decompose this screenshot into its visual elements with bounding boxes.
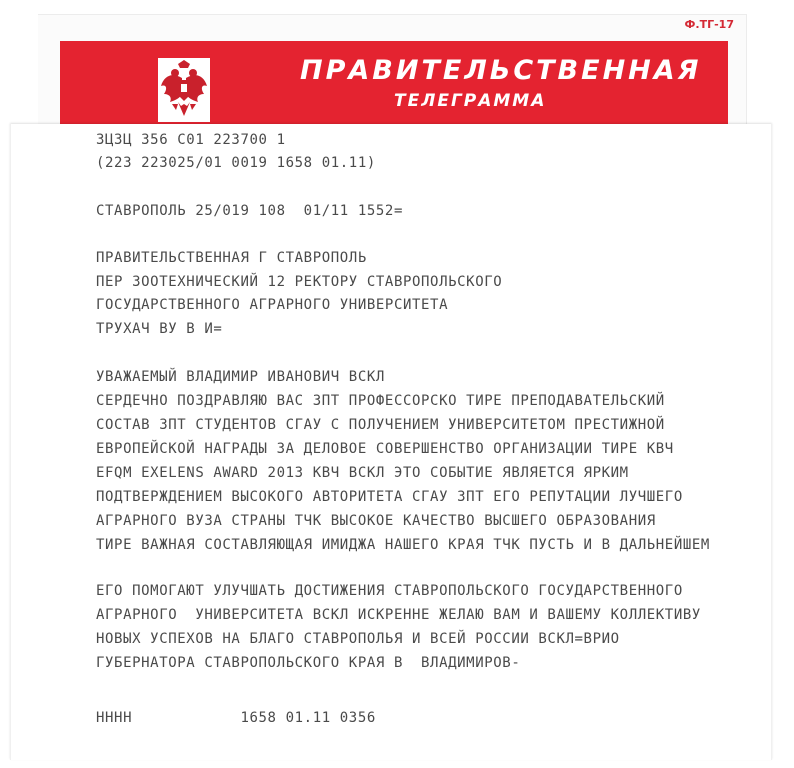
- address-line: ГОСУДАРСТВЕННОГО АГРАРНОГО УНИВЕРСИТЕТА: [96, 297, 449, 313]
- header-line-1: ЗЦЗЦ 356 С01 223700 1: [96, 132, 286, 148]
- message-line: ЕВРОПЕЙСКОЙ НАГРАДЫ ЗА ДЕЛОВОЕ СОВЕРШЕНСТВО ОРГАНИЗАЦИИ ТИРЕ КВЧ: [96, 441, 674, 457]
- address-line: ПЕР ЗООТЕХНИЧЕСКИЙ 12 РЕКТОРУ СТАВРОПОЛЬСКОГО: [96, 274, 503, 290]
- address-line: ТРУХАЧ ВУ В И=: [96, 321, 223, 337]
- form-code: Ф.ТГ-17: [684, 18, 734, 31]
- message-line: НОВЫХ УСПЕХОВ НА БЛАГО СТАВРОПОЛЬЯ И ВСЕЙ РОССИИ ВСКЛ=ВРИО: [96, 631, 620, 647]
- footer-line: НННН 1658 01.11 0356: [96, 710, 376, 726]
- russian-coat-of-arms-icon: [158, 58, 210, 122]
- origin-line: СТАВРОПОЛЬ 25/019 108 01/11 1552=: [96, 203, 403, 219]
- message-line: АГРАРНОГО УНИВЕРСИТЕТА ВСКЛ ИСКРЕННЕ ЖЕЛАЮ ВАМ И ВАШЕМУ КОЛЛЕКТИВУ: [96, 607, 701, 623]
- message-line: СЕРДЕЧНО ПОЗДРАВЛЯЮ ВАС ЗПТ ПРОФЕССОРСКО ТИРЕ ПРЕПОДАВАТЕЛЬСКИЙ: [96, 393, 665, 409]
- message-line: ТИРЕ ВАЖНАЯ СОСТАВЛЯЮЩАЯ ИМИДЖА НАШЕГО КРАЯ ТЧК ПУСТЬ И В ДАЛЬНЕЙШЕМ: [96, 537, 710, 553]
- message-line: ПОДТВЕРЖДЕНИЕМ ВЫСОКОГО АВТОРИТЕТА СГАУ ЗПТ ЕГО РЕПУТАЦИИ ЛУЧШЕГО: [96, 489, 683, 505]
- form-title: ПРАВИТЕЛЬСТВЕННАЯ: [300, 55, 702, 86]
- message-line: СОСТАВ ЗПТ СТУДЕНТОВ СГАУ С ПОЛУЧЕНИЕМ УНИВЕРСИТЕТОМ ПРЕСТИЖНОЙ: [96, 417, 665, 433]
- form-subtitle: ТЕЛЕГРАММА: [394, 91, 547, 111]
- message-line: EFQM EXELENS AWARD 2013 КВЧ ВСКЛ ЭТО СОБЫТИЕ ЯВЛЯЕТСЯ ЯРКИМ: [96, 465, 629, 481]
- header-line-2: (223 223025/01 0019 1658 01.11): [96, 155, 376, 171]
- message-line: ЕГО ПОМОГАЮТ УЛУЧШАТЬ ДОСТИЖЕНИЯ СТАВРОПОЛЬСКОГО ГОСУДАРСТВЕННОГО: [96, 583, 683, 599]
- message-line: УВАЖАЕМЫЙ ВЛАДИМИР ИВАНОВИЧ ВСКЛ: [96, 369, 385, 385]
- message-line: ГУБЕРНАТОРА СТАВРОПОЛЬСКОГО КРАЯ В ВЛАДИМИРОВ-: [96, 655, 521, 671]
- message-line: АГРАРНОГО ВУЗА СТРАНЫ ТЧК ВЫСОКОЕ КАЧЕСТВО ВЫСШЕГО ОБРАЗОВАНИЯ: [96, 513, 656, 529]
- address-line: ПРАВИТЕЛЬСТВЕННАЯ Г СТАВРОПОЛЬ: [96, 250, 367, 266]
